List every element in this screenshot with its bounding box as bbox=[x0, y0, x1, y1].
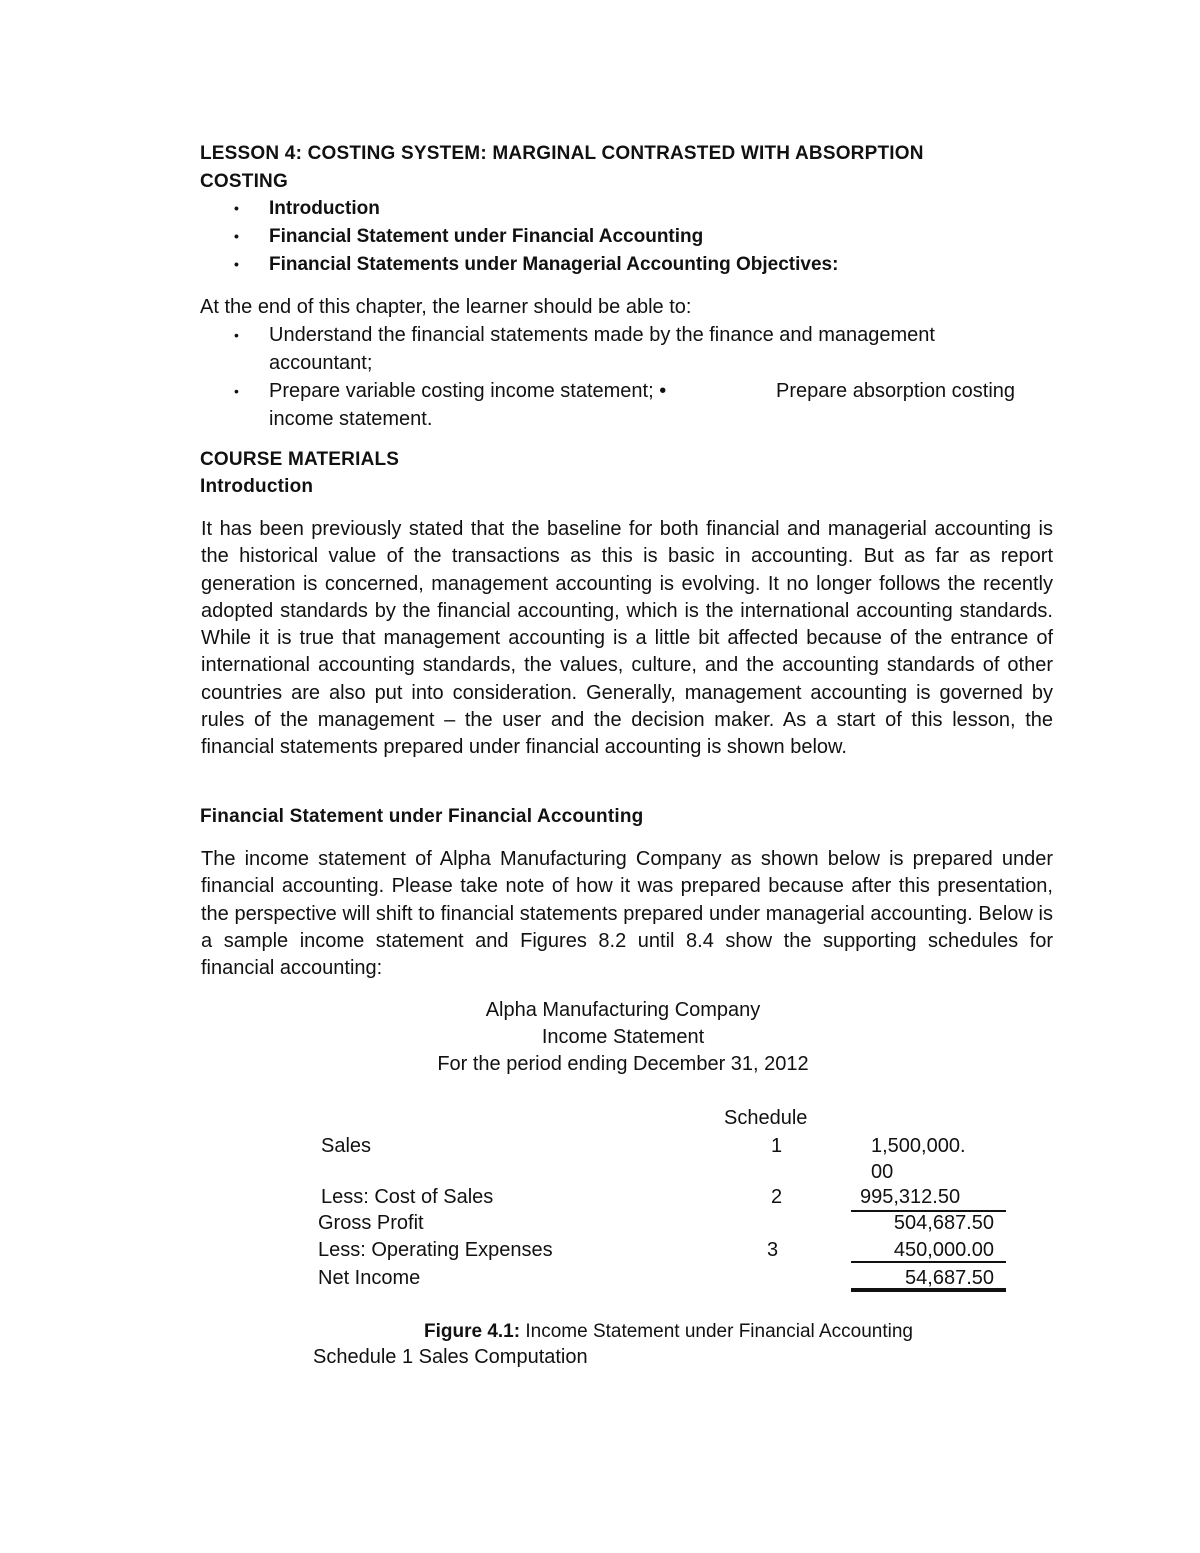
figure-label: Figure 4.1: bbox=[424, 1321, 521, 1342]
row-schedule-sales: 1 bbox=[771, 1135, 783, 1157]
figure-caption-text: Income Statement under Financial Accounting bbox=[525, 1321, 913, 1342]
row-label-net-income: Net Income bbox=[318, 1267, 421, 1289]
topic-item: Financial Statements under Managerial Accounting Objectives: bbox=[269, 254, 839, 275]
statement-name: Income Statement bbox=[541, 1026, 705, 1048]
objective-bullet-icon: • bbox=[234, 327, 239, 343]
objective-item-1-cont: accountant; bbox=[269, 352, 373, 374]
subtotal-underline bbox=[851, 1261, 1006, 1263]
lesson-title-line1: LESSON 4: COSTING SYSTEM: MARGINAL CONTRASTED WITH ABSORPTION bbox=[200, 143, 924, 164]
topic-bullet-icon: • bbox=[234, 256, 239, 272]
row-amount-cost-of-sales: 995,312.50 bbox=[860, 1186, 961, 1208]
section-heading-financial-statement: Financial Statement under Financial Accounting bbox=[200, 806, 644, 827]
objective-item-1: Understand the financial statements made by the finance and management bbox=[269, 324, 935, 346]
section-paragraph: The income statement of Alpha Manufacturing Company as shown below is prepared under financial accounting. Please take note of how it was prepared because after this presentation, the perspective will shift to financial statements prepared under managerial accounting. Below is a sample income statement and Figures 8.2 until 8.4 show the supporting schedules for financial accounting: bbox=[201, 848, 1053, 980]
row-schedule-operating-expenses: 3 bbox=[767, 1239, 779, 1261]
topic-bullet-icon: • bbox=[234, 200, 239, 216]
objective-item-3: Prepare absorption costing bbox=[776, 380, 1016, 402]
objective-item-3-cont: income statement. bbox=[269, 408, 433, 430]
lesson-title-line2: COSTING bbox=[200, 171, 288, 192]
statement-period: For the period ending December 31, 2012 bbox=[437, 1053, 809, 1075]
row-label-operating-expenses: Less: Operating Expenses bbox=[318, 1239, 553, 1261]
row-amount-gross-profit: 504,687.50 bbox=[893, 1212, 994, 1234]
total-double-underline bbox=[851, 1288, 1006, 1292]
topic-bullet-icon: • bbox=[234, 228, 239, 244]
introduction-paragraph: It has been previously stated that the baseline for both financial and managerial accounting is the historical value of the transactions as this is basic in accounting. But as far as report generation is concerned, management accounting is evolving. It no longer follows the recently adopted standards by the financial accounting, which is the international accounting standards. While it is true that management accounting is a little bit affected because of the entrance of international accounting standards, the values, culture, and the accounting standards of other countries are also put into consideration. Generally, management accounting is governed by rules of the management – the user and the decision maker. As a start of this lesson, the financial statements prepared under financial accounting is shown below. bbox=[201, 518, 1053, 759]
introduction-heading: Introduction bbox=[200, 476, 314, 497]
objectives-lead: At the end of this chapter, the learner should be able to: bbox=[200, 296, 692, 318]
row-schedule-cost-of-sales: 2 bbox=[771, 1186, 783, 1208]
objective-bullet-icon: • bbox=[234, 383, 239, 399]
course-materials-heading: COURSE MATERIALS bbox=[200, 449, 400, 470]
topic-item: Introduction bbox=[269, 198, 380, 219]
row-amount-sales-cont: 00 bbox=[871, 1161, 894, 1183]
topic-item: Financial Statement under Financial Accounting bbox=[269, 226, 704, 247]
schedule-column-header: Schedule bbox=[724, 1107, 808, 1129]
row-amount-net-income: 54,687.50 bbox=[905, 1267, 994, 1289]
row-amount-sales: 1,500,000. bbox=[871, 1135, 966, 1157]
objective-item-2: Prepare variable costing income statement; • bbox=[269, 380, 667, 402]
company-name: Alpha Manufacturing Company bbox=[485, 999, 761, 1021]
figure-caption bbox=[424, 1321, 913, 1343]
row-amount-operating-expenses: 450,000.00 bbox=[893, 1239, 994, 1261]
schedule-1-title: Schedule 1 Sales Computation bbox=[313, 1346, 588, 1368]
row-label-cost-of-sales: Less: Cost of Sales bbox=[321, 1186, 494, 1208]
row-label-sales: Sales bbox=[321, 1135, 372, 1157]
row-label-gross-profit: Gross Profit bbox=[318, 1212, 424, 1234]
